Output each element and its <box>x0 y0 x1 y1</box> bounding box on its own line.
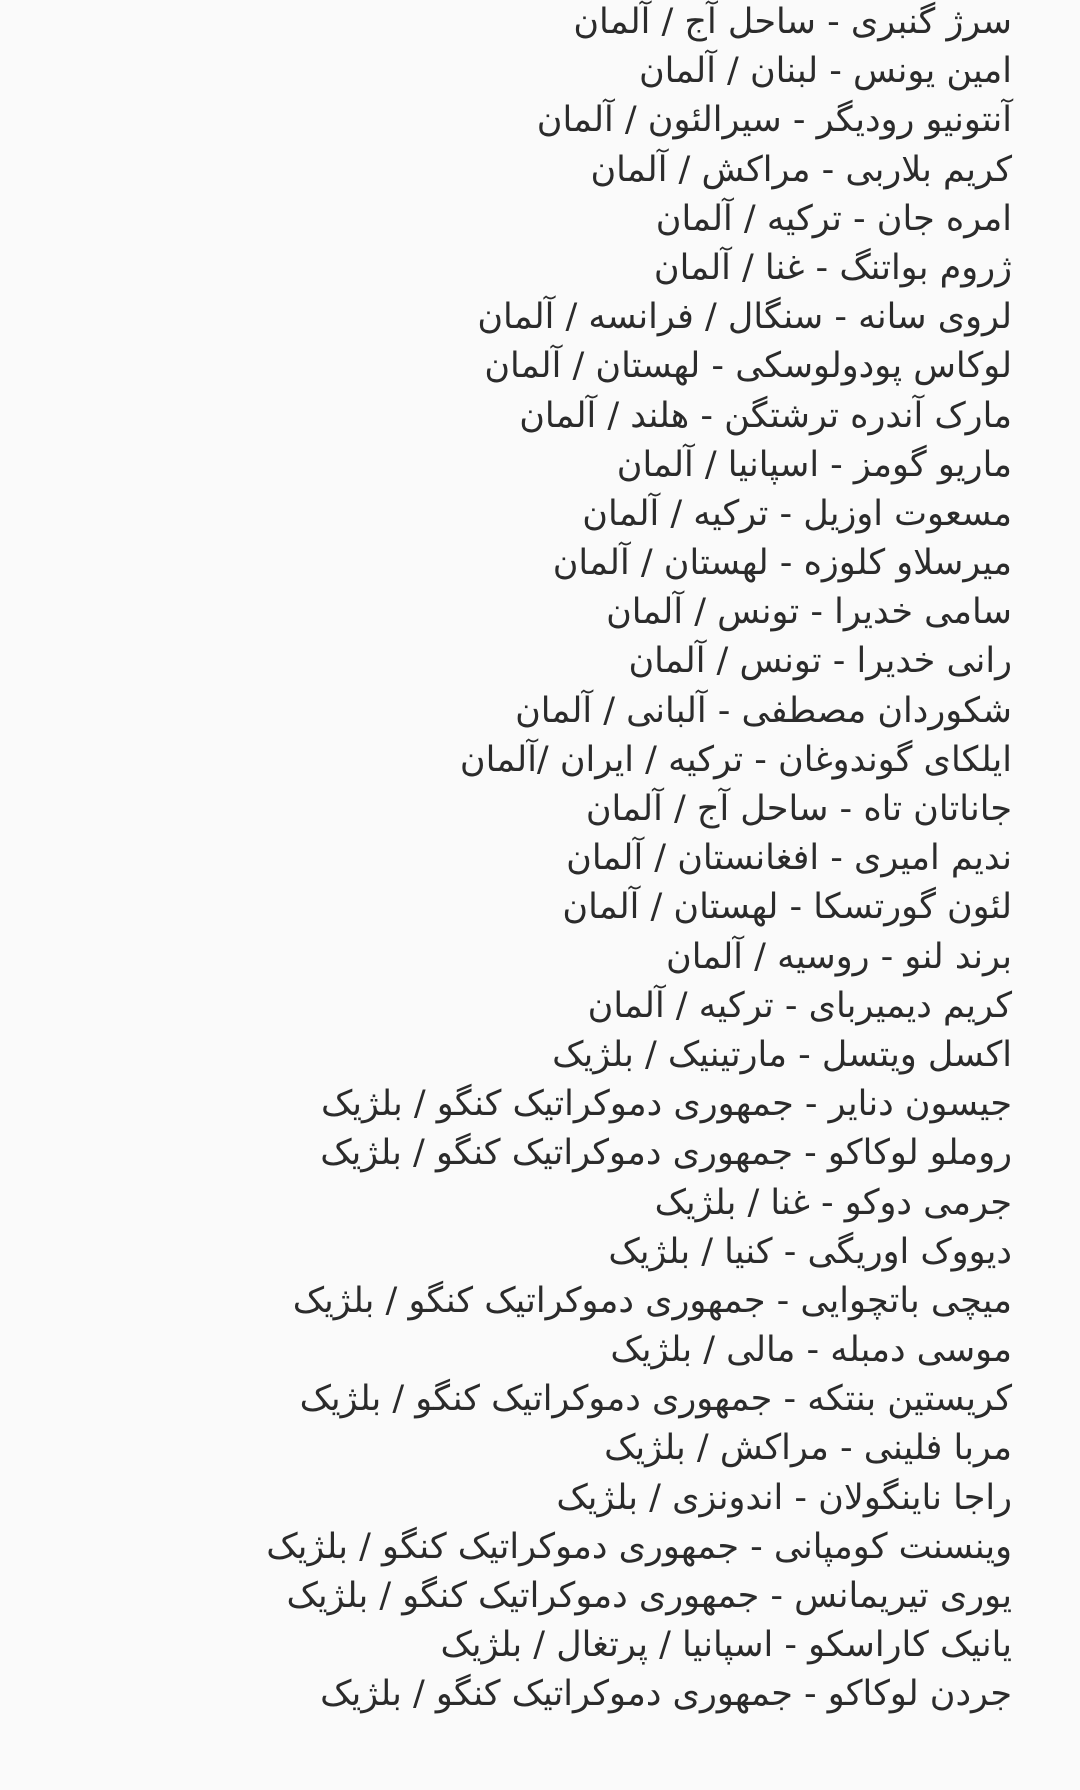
list-item: کریم دیمیربای - ترکیه / آلمان <box>587 985 1012 1026</box>
list-item: ماریو گومز - اسپانیا / آلمان <box>616 444 1012 485</box>
list-item: کریستین بنتکه - جمهوری دموکراتیک کنگو / بلژیک <box>299 1379 1012 1420</box>
list-item: میچی باتچوایی - جمهوری دموکراتیک کنگو / بلژیک <box>292 1280 1012 1321</box>
list-item: ندیم امیری - افغانستان / آلمان <box>566 838 1012 879</box>
list-item: جیسون دنایر - جمهوری دموکراتیک کنگو / بلژیک <box>320 1084 1012 1125</box>
list-item: برند لنو - روسیه / آلمان <box>666 936 1012 977</box>
list-item: یانیک کاراسکو - اسپانیا / پرتغال / بلژیک <box>440 1625 1012 1666</box>
list-item: مسعوت اوزیل - ترکیه / آلمان <box>582 493 1012 534</box>
list-item: دیووک اوریگی - کنیا / بلژیک <box>608 1231 1012 1272</box>
list-item: رانی خدیرا - تونس / آلمان <box>628 641 1012 682</box>
list-item: موسی دمبله - مالی / بلژیک <box>610 1330 1012 1371</box>
list-item: جاناتان تاه - ساحل آج / آلمان <box>585 789 1012 829</box>
player-origin-list <box>12 0 1012 1721</box>
list-item: میرسلاو کلوزه - لهستان / آلمان <box>552 543 1012 584</box>
list-item: لئون گورتسکا - لهستان / آلمان <box>562 887 1012 928</box>
list-item: کریم بلاربی - مراکش / آلمان <box>590 149 1012 190</box>
list-item: مربا فلینی - مراکش / بلژیک <box>604 1428 1012 1469</box>
list-item: لروی سانه - سنگال / فرانسه / آلمان <box>477 297 1012 338</box>
list-item: ایلکای گوندوغان - ترکیه / ایران /آلمان <box>459 739 1012 780</box>
list-item: اکسل ویتسل - مارتینیک / بلژیک <box>552 1034 1012 1075</box>
list-item: امره جان - ترکیه / آلمان <box>655 198 1012 239</box>
list-item: یوری تیریمانس - جمهوری دموکراتیک کنگو / بلژیک <box>286 1576 1012 1616</box>
list-item: جردن لوکاکو - جمهوری دموکراتیک کنگو / بلژیک <box>320 1674 1012 1715</box>
list-item: سرژ گنبری - ساحل آج / آلمان <box>573 2 1012 42</box>
list-item: جرمی دوکو - غنا / بلژیک <box>654 1182 1012 1223</box>
list-item: مارک آندره ترشتگن - هلند / آلمان <box>519 395 1012 436</box>
list-item: راجا ناینگولان - اندونزی / بلژیک <box>556 1477 1012 1518</box>
list-item: شکوردان مصطفی - آلبانی / آلمان <box>515 690 1012 731</box>
list-item: ژروم بواتنگ - غنا / آلمان <box>653 247 1012 288</box>
list-item: آنتونیو رودیگر - سیرالئون / آلمان <box>536 100 1012 141</box>
list-item: وینسنت کومپانی - جمهوری دموکراتیک کنگو / بلژیک <box>266 1526 1012 1567</box>
list-item: لوکاس پودولوسکی - لهستان / آلمان <box>484 346 1012 387</box>
list-item: امین یونس - لبنان / آلمان <box>638 51 1012 92</box>
list-item: سامی خدیرا - تونس / آلمان <box>606 592 1012 633</box>
list-item: روملو لوکاکو - جمهوری دموکراتیک کنگو / بلژیک <box>320 1133 1012 1174</box>
